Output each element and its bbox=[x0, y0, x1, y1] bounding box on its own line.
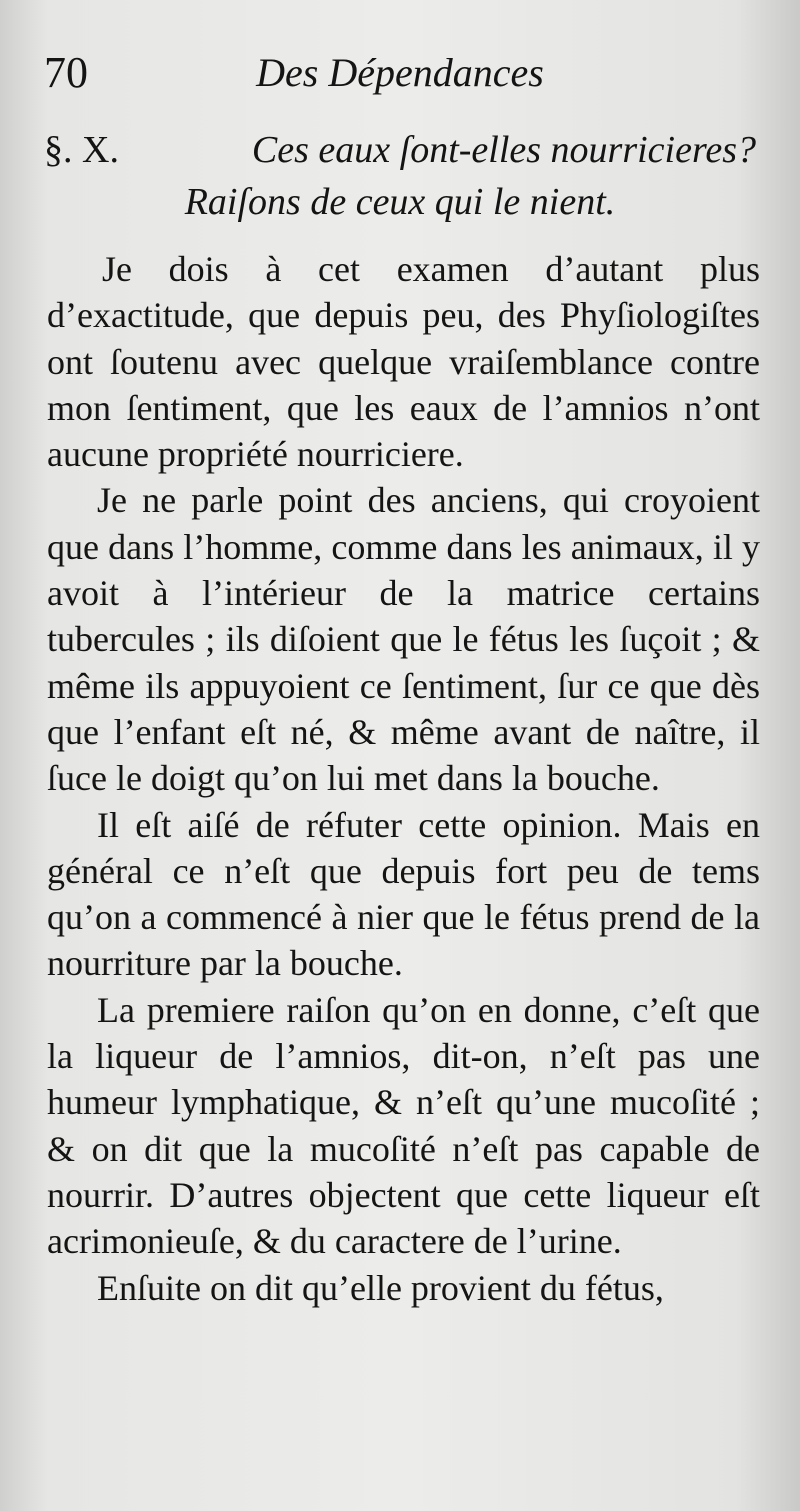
body-text bbox=[47, 246, 760, 1311]
running-head: Des Dépendances bbox=[256, 50, 544, 95]
paragraph: Je ne parle point des anciens, qui croyoient que dans l’homme, comme dans les animaux, il y avoit à l’intérieur de la matrice certains tubercules ; ils diſoient que le fétus les ſuçoit ; & même ils appuyoient ce ſentiment, ſur ce que dès que l’enfant eſt né, & même avant de naître, il ſuce le doigt qu’on lui met dans la bouche. bbox=[47, 480, 760, 799]
paragraph: Je dois à cet examen d’autant plus d’exactitude, que depuis peu, des Phyſiologiſtes ont ſoutenu avec quelque vraiſemblance contre mon ſentiment, que les eaux de l’amnios n’ont aucune propriété nourriciere. bbox=[47, 249, 760, 475]
section-title-line-1: Ces eaux ſont-elles nourricieres? bbox=[251, 129, 756, 171]
section-number: §. X. bbox=[44, 129, 119, 171]
section-heading bbox=[44, 124, 756, 228]
paragraph: Il eſt aiſé de réfuter cette opinion. Mais en général ce n’eſt que depuis fort peu de tems qu’on a commencé à nier que le fétus prend de la nourriture par la bouche. bbox=[47, 804, 760, 984]
paragraph: Enſuite on dit qu’elle provient du fétus, bbox=[97, 1267, 664, 1308]
paragraph: La premiere raiſon qu’on en donne, c’eſt que la liqueur de l’amnios, dit-on, n’eſt pas une humeur lymphatique, & n’eſt qu’une mucoſité ; & on dit que la mucoſité n’eſt pas capable de nourrir. D’autres objectent que cette liqueur eſt acrimonieuſe, & du caractere de l’urine. bbox=[47, 989, 760, 1262]
page-number: 70 bbox=[44, 48, 88, 97]
section-title-line-2: Raiſons de ceux qui le nient. bbox=[184, 181, 616, 223]
page-header bbox=[44, 46, 756, 100]
section-heading-line-1 bbox=[44, 124, 756, 176]
